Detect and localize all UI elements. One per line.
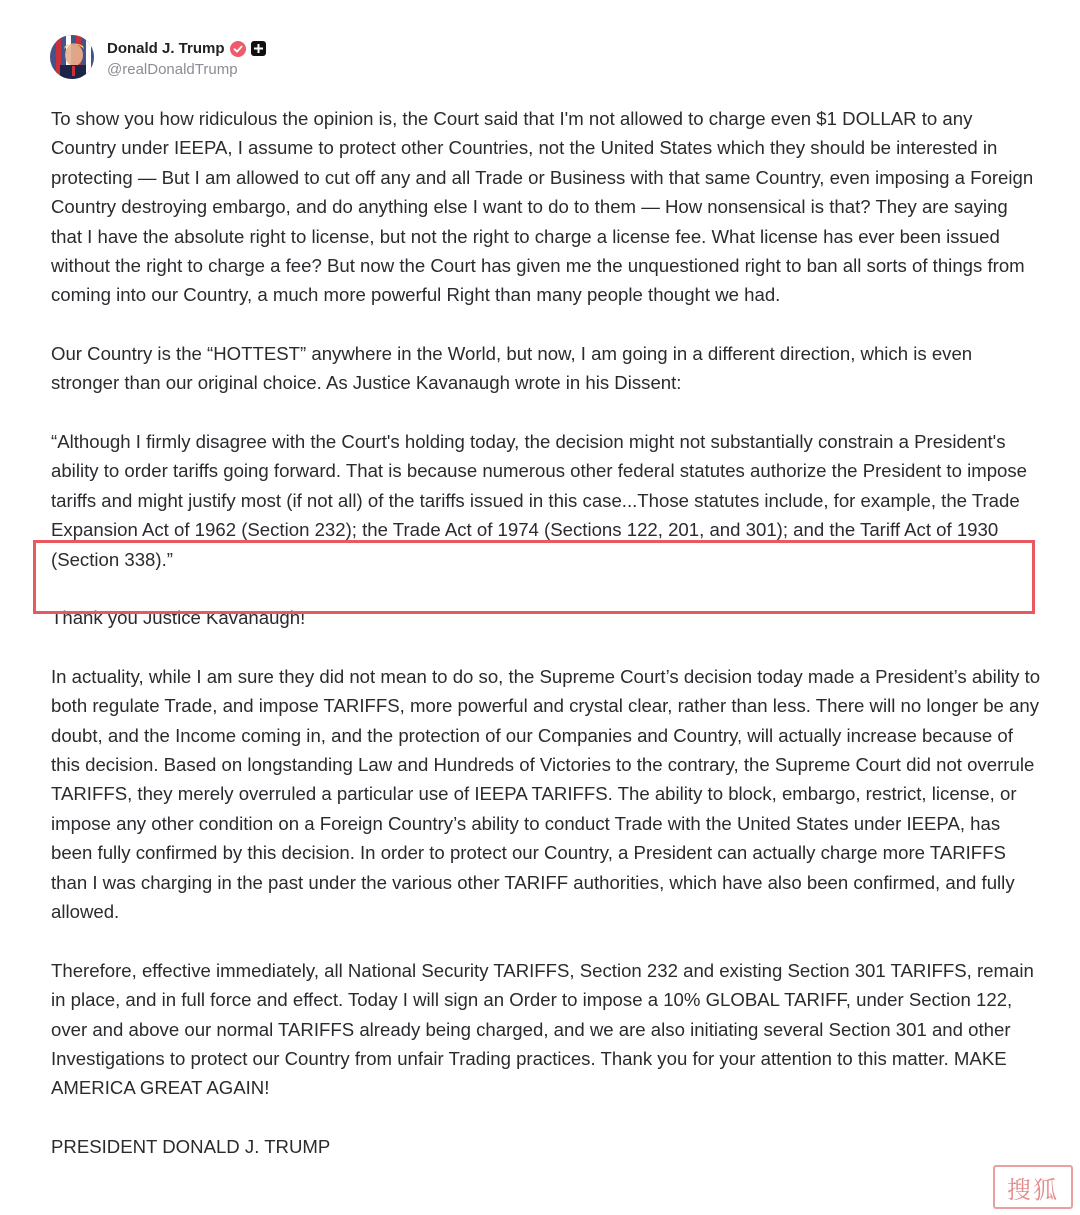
post-header (50, 35, 266, 79)
watermark-text: 搜狐 (1007, 1176, 1059, 1204)
verified-badge-icon (230, 41, 246, 57)
post-paragraph: Thank you Justice Kavanaugh! (51, 607, 306, 629)
post-signature: PRESIDENT DONALD J. TRUMP (51, 1135, 331, 1157)
author-handle[interactable]: @realDonaldTrump (107, 60, 238, 78)
flag-portrait-avatar-icon (50, 35, 94, 79)
post-paragraph: Our Country is the “HOTTEST” anywhere in the World, but now, I am going in a different direction, which is even stronger than our original choice. As Justice Kavanaugh wrote in his Dissent: (51, 343, 973, 394)
watermark-logo (993, 1165, 1073, 1209)
post-paragraph: Therefore, effective immediately, all National Security TARIFFS, Section 232 and existing Section 301 TARIFFS, remain in place, and in full force and effect. Today I will sign an Order to impose a 10% GLOBAL TARIFF, under Section 122, over and above our normal TARIFFS already being charged, and we are also initiating several Section 301 and other Investigations to protect our Country from unfair Trading practices. Thank you for your attention to this matter. MAKE AMERICA GREAT AGAIN! (51, 959, 1034, 1099)
name-row (107, 37, 266, 61)
post-paragraph: To show you how ridiculous the opinion is, the Court said that I'm not allowed to charge even $1 DOLLAR to any Country under IEEPA, I assume to protect other Countries, not the United States which they should be interested in protecting — But I am allowed to cut off any and all Trade or Business with that same Country, even imposing a Foreign Country destroying embargo, and do anything else I want to do to them — How nonsensical is that? They are saying that I have the absolute right to license, but not the right to charge a license fee. What license has ever been issued without the right to charge a fee? But now the Court has given me the unquestioned right to ban all sorts of things from coming into our Country, a much more powerful Right than many people thought we had. (51, 108, 1034, 306)
post-paragraph: In actuality, while I am sure they did not mean to do so, the Supreme Court’s decision today made a President’s ability to both regulate Trade, and impose TARIFFS, more powerful and crystal clear, rather than less. There will no longer be any doubt, and the Income coming in, and the protection of our Companies and Country, will actually increase because of this decision. Based on longstanding Law and Hundreds of Victories to the contrary, the Supreme Court did not overrule TARIFFS, they merely overruled a particular use of IEEPA TARIFFS. The ability to block, embargo, restrict, license, or impose any other condition on a Foreign Country’s ability to conduct Trade with the United States under IEEPA, has been fully confirmed by this decision. In order to protect our Country, a President can actually charge more TARIFFS than I was charging in the past under the various other TARIFF authorities, which have also been confirmed, and fully allowed. (51, 665, 1041, 923)
author-display-name[interactable]: Donald J. Trump (107, 40, 225, 57)
avatar[interactable] (50, 35, 94, 79)
author-block (107, 37, 266, 78)
post-paragraph-quote: “Although I firmly disagree with the Court's holding today, the decision might not substantially constrain a President's ability to order tariffs going forward. That is because numerous other federal statutes authorize the President to impose tariffs and might justify most (if not all) of the tariffs issued in this case...Those statutes include, for example, the Trade Expansion Act of 1962 (Section 232); the Trade Act of 1974 (Sections 122, 201, and 301); and the Tariff Act of 1930 (Section 338).” (51, 431, 1028, 570)
highlight-annotation-box (33, 540, 1035, 614)
post-body (51, 104, 1041, 1191)
plus-badge-icon (251, 41, 266, 56)
